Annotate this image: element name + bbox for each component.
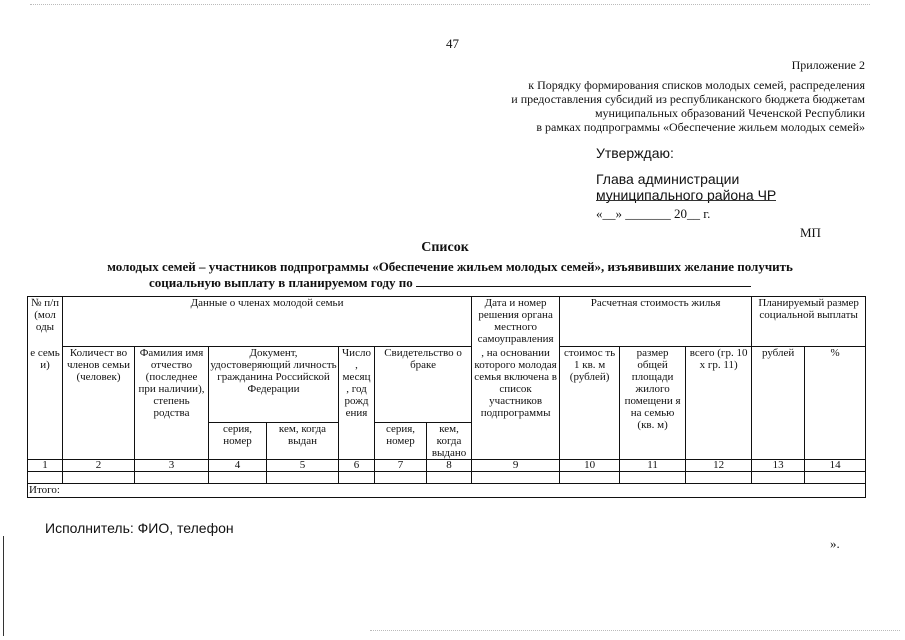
header-marriage-series: серия, номер — [375, 423, 427, 460]
column-number: 11 — [620, 460, 686, 472]
header-birth-date: Число , месяц , год рожд ения — [339, 347, 375, 460]
table-cell — [472, 472, 560, 484]
column-number: 1 — [28, 460, 63, 472]
column-number: 4 — [209, 460, 267, 472]
column-number: 3 — [135, 460, 209, 472]
page-number: 47 — [446, 36, 459, 51]
column-number: 8 — [427, 460, 472, 472]
approval-position-2: муниципального района ЧР — [596, 187, 777, 203]
families-table — [27, 296, 866, 498]
column-number: 13 — [752, 460, 805, 472]
header-member-count: Количест во членов семьи (человек) — [63, 347, 135, 460]
table-cell — [135, 472, 209, 484]
stamp-placeholder: МП — [800, 225, 821, 240]
column-number: 5 — [267, 460, 339, 472]
header-marriage-issued: кем, когда выдано — [427, 423, 472, 460]
header-rubles: рублей — [752, 347, 805, 460]
header-percent: % — [805, 347, 866, 460]
list-subtitle-text: социальную выплату в планируемом году по — [148, 275, 413, 290]
table-cell — [620, 472, 686, 484]
table-cell — [267, 472, 339, 484]
header-decision-bottom: , на основании которого молодая семья включена в список участников подпрограммы — [472, 347, 560, 460]
header-marriage-cert: Свидетельство о браке — [375, 347, 472, 423]
approval-block — [596, 145, 856, 203]
executor-line: Исполнитель: ФИО, телефон — [45, 520, 234, 536]
header-full-name: Фамилия имя отчество (последнее при наличии), степень родства — [135, 347, 209, 460]
appendix-line: и предоставления субсидий из республиканского бюджета бюджетам — [511, 92, 865, 106]
table-cell — [752, 472, 805, 484]
list-subtitle-line1: молодых семей – участников подпрограммы «Обеспечение жильем молодых семей», изъявивших желание получить — [107, 259, 793, 274]
column-number: 12 — [686, 460, 752, 472]
table-cell — [28, 472, 63, 484]
column-number: 10 — [560, 460, 620, 472]
table-cell — [805, 472, 866, 484]
header-cost: Расчетная стоимость жилья — [560, 297, 752, 347]
column-number: 2 — [63, 460, 135, 472]
appendix-block — [425, 58, 865, 134]
header-doc-issued: кем, когда выдан — [267, 423, 339, 460]
column-number: 14 — [805, 460, 866, 472]
header-decision-top: Дата и номер решения органа местного самоуправления — [472, 297, 560, 347]
list-title: Список — [421, 240, 469, 255]
column-number: 9 — [472, 460, 560, 472]
header-no-bottom: е семь и) — [28, 347, 63, 460]
table-cell — [339, 472, 375, 484]
header-total-cost: всего (гр. 10 х гр. 11) — [686, 347, 752, 460]
table-cell — [209, 472, 267, 484]
appendix-line: к Порядку формирования списков молодых семей, распределения — [528, 78, 865, 92]
closing-quote: ». — [830, 536, 840, 551]
column-number: 6 — [339, 460, 375, 472]
table-cell — [686, 472, 752, 484]
approval-label: Утверждаю: — [596, 145, 674, 161]
header-doc-series: серия, номер — [209, 423, 267, 460]
table-cell — [560, 472, 620, 484]
appendix-line: муниципальных образований Чеченской Республики — [594, 106, 865, 120]
list-subtitle-line2 — [20, 275, 880, 291]
approval-position-1: Глава администрации — [596, 171, 740, 187]
scan-artifact-top — [30, 4, 870, 10]
header-no-top: № п/п (мол оды — [28, 297, 63, 347]
table-cell — [375, 472, 427, 484]
header-cost-per-sqm: стоимос ть 1 кв. м (рублей) — [560, 347, 620, 460]
total-row — [28, 484, 866, 498]
scan-margin-line — [3, 536, 4, 636]
table-cell — [63, 472, 135, 484]
list-subtitle — [20, 259, 880, 291]
header-planned: Планируемый размер социальной выплаты — [752, 297, 866, 347]
total-label: Итого: — [28, 484, 866, 498]
column-number: 7 — [375, 460, 427, 472]
header-area: размер общей площади жилого помещени я на семью (кв. м) — [620, 347, 686, 460]
scan-artifact-bottom — [370, 630, 900, 636]
year-blank-line — [416, 276, 751, 287]
column-numbers-row — [28, 460, 866, 472]
approval-date: «__» _______ 20__ г. — [596, 200, 776, 222]
appendix-line: в рамках подпрограммы «Обеспечение жильем молодых семей» — [536, 120, 865, 134]
header-identity-doc: Документ, удостоверяющий личность гражданина Российской Федерации — [209, 347, 339, 423]
table-row — [28, 472, 866, 484]
header-family-data: Данные о членах молодой семьи — [63, 297, 472, 347]
table-cell — [427, 472, 472, 484]
appendix-title: Приложение 2 — [791, 58, 865, 72]
